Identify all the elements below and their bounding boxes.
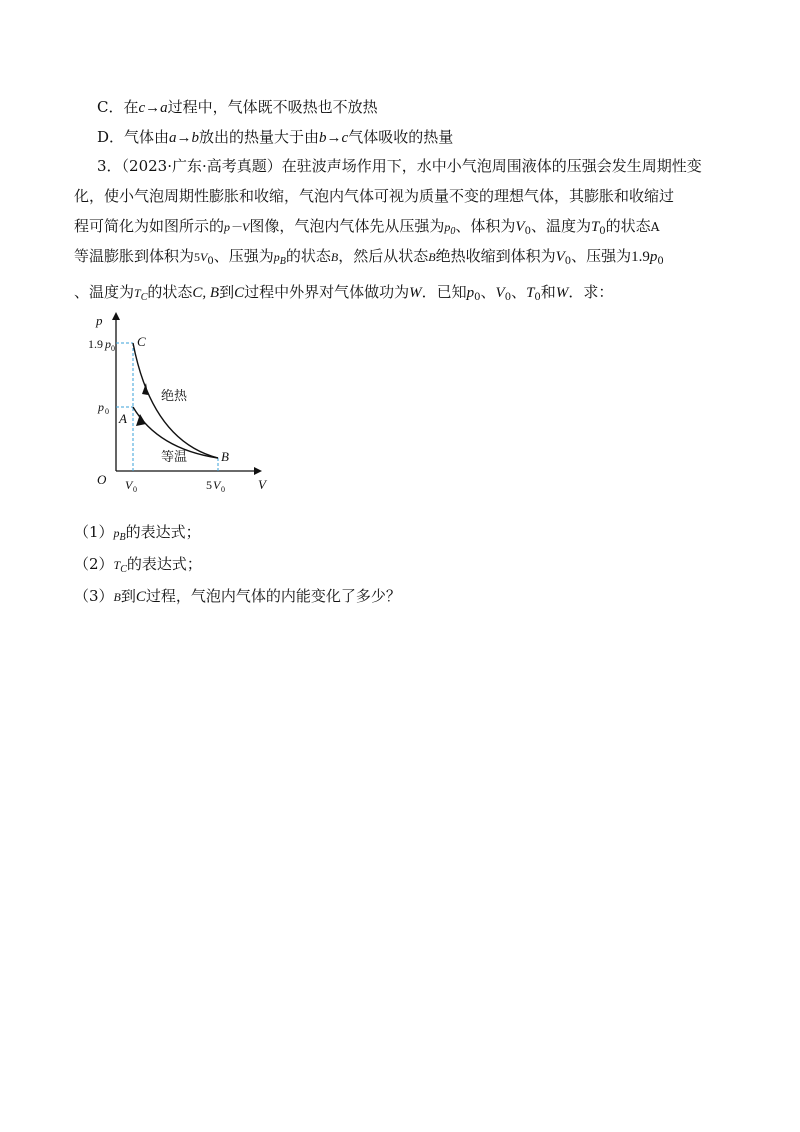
number: 1.9 <box>631 249 650 265</box>
arrow-icon: → <box>145 100 161 116</box>
tick-5v0-sub: 0 <box>221 485 225 494</box>
state-b: B <box>330 250 339 264</box>
symbol-v: V <box>515 219 525 235</box>
symbol-p: p <box>466 285 475 301</box>
state-b: B <box>428 250 436 264</box>
subscript: 0 <box>474 292 481 303</box>
option-d-c: c <box>341 130 349 146</box>
state-b: B <box>113 590 121 604</box>
question-line-5 <box>74 281 613 304</box>
origin-label: O <box>97 472 107 487</box>
question-text: 到 <box>219 283 235 301</box>
question-text: 在驻波声场作用下，水中小气泡周围液体的压强会发生周期性变 <box>281 157 702 175</box>
subscript: B <box>119 532 126 543</box>
subscript: 0 <box>599 226 606 237</box>
subscript: C <box>120 564 127 575</box>
subscript: C <box>140 292 148 303</box>
question-text: 的状态 <box>147 283 193 301</box>
option-d-label: D．气体由 <box>97 128 170 146</box>
symbol-p: p <box>649 249 658 265</box>
subscript: 0 <box>450 226 456 237</box>
subscript: 0 <box>564 256 572 267</box>
arrow-icon: → <box>326 130 342 146</box>
question-text: 程可简化为如图所示的 <box>74 217 225 235</box>
tick-5v0: V <box>213 478 221 492</box>
pv-symbol: p－V <box>224 220 250 234</box>
question-text: 图像，气泡内气体先从压强为 <box>249 217 445 235</box>
subscript: B <box>279 256 286 267</box>
symbol-v: V <box>555 249 565 265</box>
question-source: （2023·广东·高考真题） <box>121 157 282 175</box>
tick-p-high-coef: 1.9 <box>88 337 103 351</box>
question-number: 3． <box>97 157 122 175</box>
option-c-text: 过程中，气体既不吸热也不放热 <box>167 98 378 116</box>
question-text: 的状态 <box>285 247 331 265</box>
option-c-from: c <box>138 100 146 116</box>
symbol-t: T <box>526 285 535 301</box>
question-text: ，然后从状态 <box>338 247 429 265</box>
subquestion-text: 到 <box>120 587 136 605</box>
option-d-b: b <box>191 130 200 146</box>
question-text: 、压强为 <box>213 247 274 265</box>
option-d-mid: 放出的热量大于由 <box>199 128 320 146</box>
separator: 、 <box>480 283 496 301</box>
subquestion-1 <box>74 521 201 544</box>
state-a: A <box>650 220 660 234</box>
option-d-a: a <box>169 130 177 146</box>
symbol-t: T <box>590 219 600 235</box>
subscript: 0 <box>534 292 541 303</box>
symbol-w: W <box>409 285 422 301</box>
question-text: 、温度为 <box>530 217 591 235</box>
question-line-4 <box>74 245 664 268</box>
subquestion-text: 的表达式； <box>126 555 202 573</box>
question-line-3 <box>74 215 659 238</box>
option-d-end: 气体吸收的热量 <box>348 128 454 146</box>
symbol-v: V <box>200 250 208 264</box>
symbol-w: W <box>555 285 569 301</box>
question-text: 和 <box>540 283 556 301</box>
number: 5 <box>194 250 201 264</box>
question-text: 等温膨胀到体积为 <box>74 247 195 265</box>
symbol-p: p <box>273 250 280 264</box>
subquestion-number: （1） <box>74 523 114 541</box>
tick-v0: V <box>125 478 133 492</box>
state-cb: C, B <box>192 285 220 301</box>
state-c: C <box>234 285 245 301</box>
subquestion-text: 过程，气泡内气体的内能变化了多少？ <box>145 587 401 605</box>
symbol-p: p <box>444 220 451 234</box>
option-c-label: C．在 <box>97 98 139 116</box>
point-a-label: A <box>119 411 127 426</box>
point-b-label: B <box>221 449 229 464</box>
tick-v0-sub: 0 <box>133 485 137 494</box>
state-c: C <box>135 589 146 605</box>
question-text: 、压强为 <box>571 247 632 265</box>
tick-p-low: p <box>98 400 104 414</box>
tick-p-high-sub: 0 <box>111 344 115 353</box>
symbol-t: T <box>113 558 121 572</box>
subscript: 0 <box>524 226 531 237</box>
option-c <box>97 96 378 119</box>
subquestion-number: （2） <box>74 555 114 573</box>
isothermal-label: 等温 <box>161 449 188 464</box>
y-axis-label: p <box>96 313 103 328</box>
symbol-p: p <box>113 526 120 540</box>
arrow-icon: → <box>176 130 192 146</box>
question-text: 、温度为 <box>74 283 135 301</box>
option-c-to: a <box>160 100 168 116</box>
symbol-t: T <box>134 286 141 300</box>
question-text: 过程中外界对气体做功为 <box>244 283 410 301</box>
question-line-2 <box>74 185 674 207</box>
adiabatic-label: 绝热 <box>161 388 188 403</box>
symbol-v: V <box>495 285 505 301</box>
question-text: 绝热收缩到体积为 <box>435 247 556 265</box>
x-axis-label: V <box>258 477 266 492</box>
subscript: 0 <box>657 256 664 267</box>
subquestion-3 <box>74 585 401 608</box>
pv-diagram <box>88 308 288 498</box>
subquestion-2 <box>74 553 202 576</box>
tick-p-high: p <box>105 337 111 351</box>
subscript: 0 <box>504 292 512 303</box>
question-text: 化，使小气泡周期性膨胀和收缩，气泡内气体可视为质量不变的理想气体，其膨胀和收缩过 <box>74 187 675 205</box>
separator: 、 <box>511 283 527 301</box>
tick-5v0-coef: 5 <box>206 478 212 492</box>
arrow-icon <box>136 414 146 426</box>
subquestion-text: 的表达式； <box>125 523 201 541</box>
point-c-label: C <box>137 334 146 349</box>
question-text: ．求： <box>568 283 614 301</box>
subscript: 0 <box>207 256 214 267</box>
subquestion-number: （3） <box>74 587 114 605</box>
option-d-b2: b <box>319 130 327 146</box>
question-text: ．已知 <box>421 283 467 301</box>
tick-p-low-sub: 0 <box>105 407 109 416</box>
option-d <box>97 126 453 149</box>
question-text: 的状态 <box>605 217 651 235</box>
question-text: 、体积为 <box>455 217 516 235</box>
question-line-1 <box>97 155 702 177</box>
